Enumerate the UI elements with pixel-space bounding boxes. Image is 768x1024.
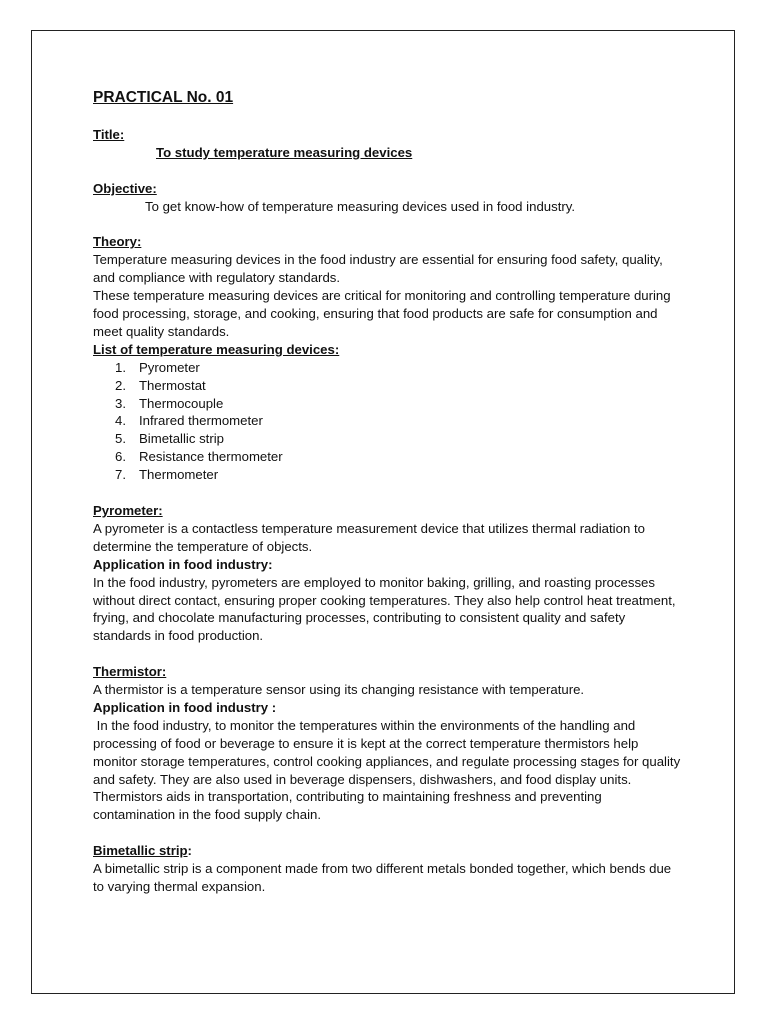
bimetallic-heading [93,842,683,860]
theory-paragraph-2: These temperature measuring devices are critical for monitoring and controlling temperature during food processing, storage, and cooking, ensuring that food products are safe for consumption and meet quality standards. [93,288,671,339]
practical-heading: PRACTICAL No. 01 [93,89,234,106]
device-list [93,359,683,484]
thermistor-application-text-2: Thermistors aids in transportation, contributing to maintaining freshness and preventing contamination in the food supply chain. [93,789,602,823]
list-item: 5. Bimetallic strip [115,431,225,447]
device-list-label: List of temperature measuring devices: [93,341,340,357]
title-text: To study temperature measuring devices [156,144,413,160]
list-item: 6. Resistance thermometer [115,449,283,465]
title-text-line [93,144,683,162]
objective-text: To get know-how of temperature measuring devices used in food industry. [145,198,576,214]
thermistor-application-text: In the food industry, to monitor the temperatures within the environments of the handling and processing of food or beverage to ensure it is kept at the correct temperature thermistors help monitor storage temperatures, control cooking appliances, and regulate processing stages for quality and safety. They are also used in beverage dispensers, dishwashers, and food display units. [93,717,684,787]
pyrometer-application-text: In the food industry, pyrometers are employed to monitor baking, grilling, and roasting processes without direct contact, ensuring proper cooking temperatures. They also help control heat treatment, frying, and chocolate manufacturing processes, contributing to consistent quality and safety standards in food production. [93,574,676,644]
objective-label: Objective: [93,180,157,196]
thermistor-label: Thermistor: [93,664,167,680]
document-body [93,88,683,896]
pyrometer-label: Pyrometer: [93,502,163,518]
bimetallic-description: A bimetallic strip is a component made from two different metals bonded together, which bends due to varying thermal expansion. [93,861,672,894]
list-item: 3. Thermocouple [115,395,224,411]
title-label: Title: [93,127,125,142]
list-item: 1. Pyrometer [115,359,200,375]
thermistor-application-label: Application in food industry : [93,699,277,715]
bimetallic-colon: : [187,843,192,859]
list-item: 2. Thermostat [115,377,206,393]
theory-label: Theory: [93,234,142,250]
bimetallic-label: Bimetallic strip [93,843,188,859]
list-item: 4. Infrared thermometer [115,413,263,429]
theory-paragraph-1: Temperature measuring devices in the food industry are essential for ensuring food safety, quality, and compliance with regulatory standards. [93,252,663,286]
list-item: 7. Thermometer [115,467,219,483]
thermistor-description: A thermistor is a temperature sensor using its changing resistance with temperature. [93,682,585,698]
pyrometer-application-label: Application in food industry: [93,556,273,572]
pyrometer-description: A pyrometer is a contactless temperature measurement device that utilizes thermal radiation to determine the temperature of objects. [93,520,645,554]
